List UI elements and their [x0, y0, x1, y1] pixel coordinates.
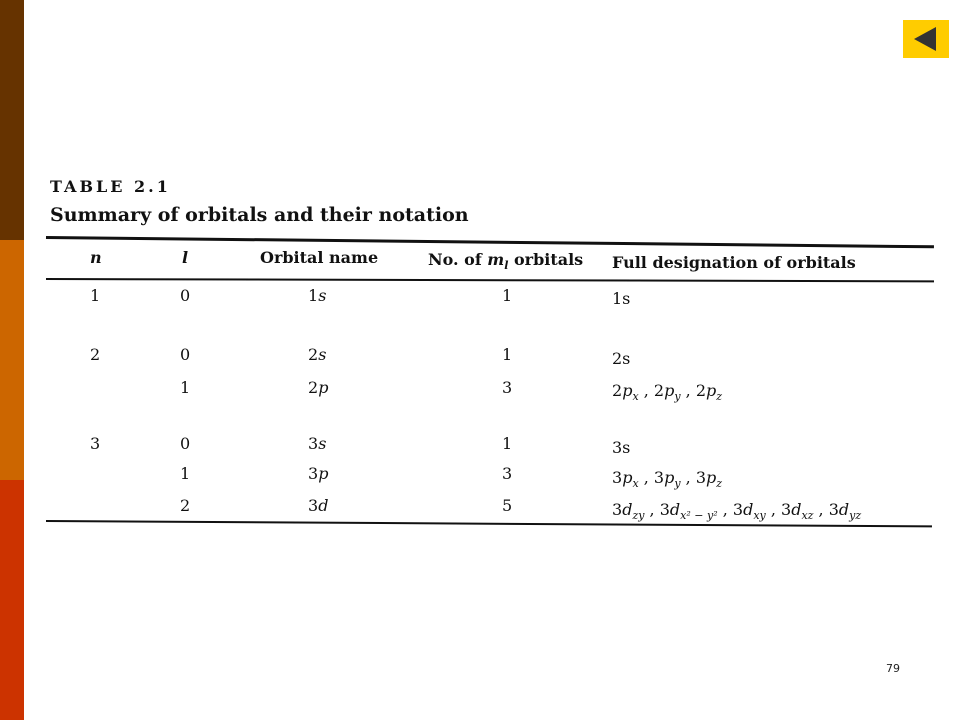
- designation-letter: d: [622, 500, 633, 519]
- designation-number: 3: [732, 500, 744, 519]
- cell-full-designation: [612, 381, 722, 403]
- designation-subscript: z: [716, 390, 723, 404]
- designation-number: 3: [781, 500, 792, 519]
- designation-letter: d: [791, 500, 802, 519]
- cell-full-designation: [612, 468, 722, 490]
- cell-orbital-name: [308, 286, 326, 305]
- designation-number: 2: [612, 381, 623, 400]
- cell-l: 1: [180, 378, 191, 397]
- cell-orbital-name: [308, 434, 326, 453]
- designation-separator: ,: [717, 500, 733, 519]
- side-bar-bottom: [0, 480, 24, 720]
- triangle-left-icon: [914, 27, 936, 51]
- designation-number: 3: [612, 468, 623, 487]
- cell-l: 2: [180, 496, 191, 515]
- orbital-letter: d: [318, 496, 329, 515]
- designation-subscript: x² − y²: [680, 509, 718, 523]
- orbital-number: 2: [308, 345, 319, 364]
- header-n: n: [90, 248, 102, 267]
- designation-letter: d: [838, 500, 850, 519]
- header-ml-subscript: l: [504, 259, 509, 273]
- side-bar-middle: [0, 240, 24, 480]
- designation-subscript: y: [674, 390, 681, 404]
- cell-n: 3: [90, 434, 101, 453]
- designation-number: 2: [653, 381, 665, 400]
- back-button[interactable]: [903, 20, 949, 58]
- designation-number: 3: [659, 500, 670, 519]
- orbital-number: 3: [308, 464, 319, 483]
- designation-subscript: yz: [849, 509, 862, 523]
- designation-number: 3: [653, 468, 665, 487]
- cell-ml-count: 5: [502, 496, 513, 515]
- designation-subscript: x: [632, 477, 639, 491]
- designation-letter: d: [743, 500, 754, 519]
- header-ml-symbol: m: [487, 250, 505, 269]
- header-ml-suffix: orbitals: [508, 250, 584, 269]
- cell-ml-count: 3: [502, 378, 513, 397]
- side-bar-top: [0, 0, 24, 240]
- orbital-letter: s: [318, 434, 327, 453]
- designation-number: 3: [695, 468, 707, 487]
- header-full-designation: Full designation of orbitals: [612, 253, 856, 272]
- designation-letter: p: [664, 468, 675, 487]
- designation-text: 1s: [612, 289, 631, 308]
- designation-text: 2s: [612, 349, 631, 368]
- orbital-number: 3: [308, 496, 319, 515]
- designation-separator: ,: [644, 500, 660, 519]
- designation-separator: ,: [813, 500, 829, 519]
- cell-orbital-name: [308, 464, 328, 483]
- designation-subscript: x: [632, 390, 639, 404]
- table-label: TABLE 2.1: [50, 177, 171, 196]
- header-ml-prefix: No. of: [428, 250, 488, 269]
- orbital-letter: s: [318, 345, 327, 364]
- cell-l: 0: [180, 345, 191, 364]
- cell-orbital-name: [308, 378, 328, 397]
- designation-separator: ,: [765, 500, 781, 519]
- cell-orbital-name: [308, 496, 328, 515]
- designation-separator: ,: [680, 468, 696, 487]
- orbital-number: 3: [308, 434, 319, 453]
- cell-full-designation: [612, 500, 861, 522]
- designation-letter: p: [664, 381, 675, 400]
- header-orbital-name: Orbital name: [260, 248, 379, 267]
- designation-subscript: xz: [801, 509, 814, 523]
- table-caption: Summary of orbitals and their notation: [50, 204, 469, 226]
- cell-ml-count: 3: [502, 464, 513, 483]
- orbital-letter: p: [318, 464, 329, 483]
- designation-text: 3s: [612, 438, 631, 457]
- designation-number: 3: [828, 500, 839, 519]
- header-l: l: [182, 248, 189, 267]
- designation-subscript: xy: [753, 509, 766, 523]
- designation-letter: d: [669, 500, 681, 519]
- designation-letter: p: [706, 381, 717, 400]
- page-number: 79: [886, 662, 900, 675]
- designation-letter: p: [622, 381, 633, 400]
- cell-full-designation: [612, 438, 630, 457]
- designation-number: 2: [695, 381, 707, 400]
- table-top-rule: [46, 236, 934, 248]
- cell-full-designation: [612, 289, 630, 308]
- cell-ml-count: 1: [502, 286, 513, 305]
- cell-orbital-name: [308, 345, 326, 364]
- designation-letter: p: [706, 468, 717, 487]
- orbital-number: 2: [308, 378, 319, 397]
- cell-n: 1: [90, 286, 101, 305]
- designation-separator: ,: [680, 381, 696, 400]
- designation-subscript: y: [674, 477, 681, 491]
- cell-l: 1: [180, 464, 191, 483]
- designation-separator: ,: [638, 468, 654, 487]
- cell-l: 0: [180, 434, 191, 453]
- cell-full-designation: [612, 349, 630, 368]
- cell-ml-count: 1: [502, 345, 513, 364]
- designation-letter: p: [622, 468, 633, 487]
- header-ml-orbitals: [428, 250, 583, 272]
- cell-n: 2: [90, 345, 101, 364]
- orbital-number: 1: [308, 286, 319, 305]
- designation-subscript: zy: [632, 509, 645, 523]
- table-header-rule: [46, 278, 934, 282]
- designation-subscript: z: [716, 477, 723, 491]
- orbital-letter: p: [318, 378, 329, 397]
- cell-l: 0: [180, 286, 191, 305]
- designation-separator: ,: [638, 381, 654, 400]
- orbital-letter: s: [318, 286, 327, 305]
- designation-number: 3: [612, 500, 623, 519]
- cell-ml-count: 1: [502, 434, 513, 453]
